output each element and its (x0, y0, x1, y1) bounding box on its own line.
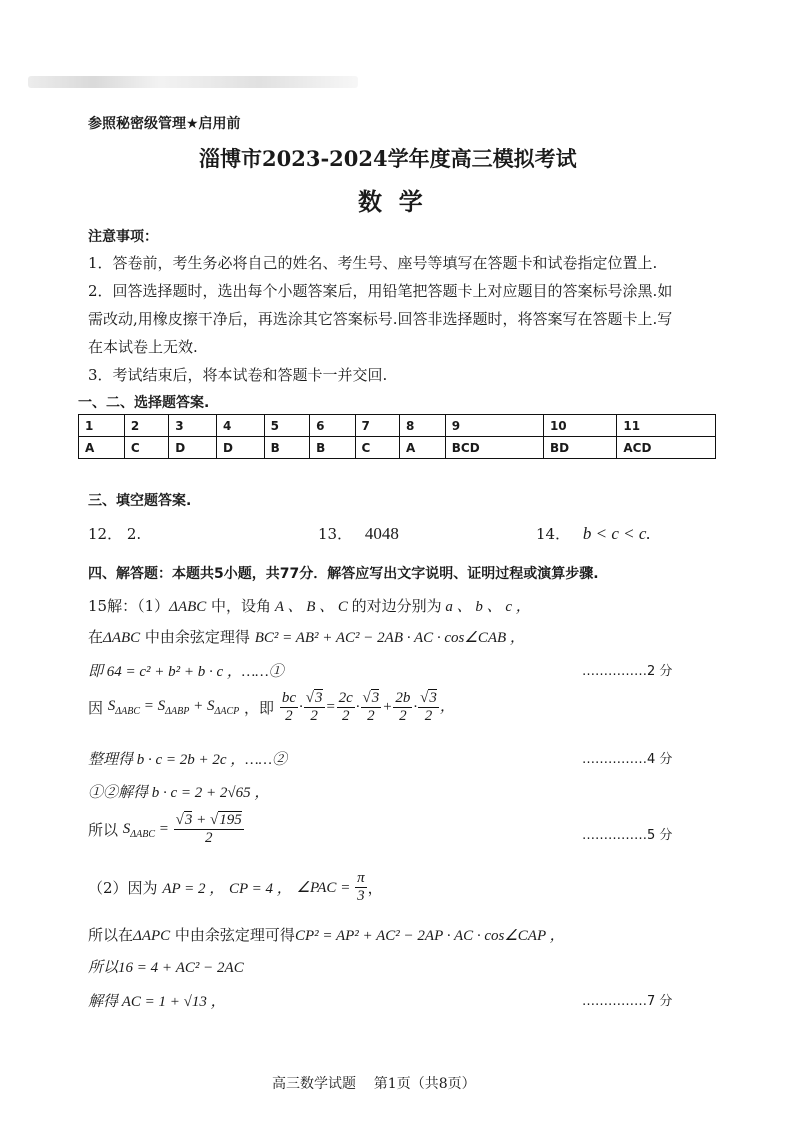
table-cell: 10 (543, 415, 616, 437)
table-cell: 7 (355, 415, 399, 437)
sol-line-1-text2: 的对边分别为 (351, 597, 442, 615)
angle-vars: A 、 B 、 C (271, 599, 352, 615)
table-cell: BD (543, 437, 616, 459)
table-cell: C (124, 437, 168, 459)
notice-heading: 注意事项： (88, 229, 158, 245)
sol-line-1 (88, 595, 531, 616)
sol-line-2-text: 中由余弦定理得 (140, 628, 255, 646)
ap-value: AP = 2 ， (162, 881, 225, 897)
sol-line-9-prefix: 所以在 (88, 926, 134, 944)
table-cell: BCD (445, 437, 543, 459)
area-equation: $S_{\Delta ABC} = S_{\Delta ABP} + S_{\Delta ACP}$ (107, 698, 240, 717)
sol-line-7-prefix: 所以 (88, 821, 123, 839)
score-4: ……………4 分 (582, 752, 673, 767)
q12-label: 12． (88, 525, 123, 543)
table-cell: 8 (399, 415, 445, 437)
area-expansion: $\frac{bc}{2}$ · $\frac{√3}{2}$ = $\frac{2c}{2}$ · $\frac{√3}{2}$ + $\frac{2b}{2}$ · $\frac{√3}{2}$ ， (281, 690, 455, 724)
table-cell: B (310, 437, 355, 459)
sol-line-11: 解得 AC = 1 + √13 ， (88, 994, 226, 1010)
table-cell: 9 (445, 415, 543, 437)
sol-line-2 (88, 626, 525, 647)
pi-symbol: π (357, 870, 365, 886)
notice-item-2c: 在本试卷上无效. (88, 338, 198, 356)
fill-blank-12 (88, 523, 141, 544)
table-cell: 4 (216, 415, 264, 437)
page-footer: 高三数学试题 第1页（共8页） (272, 1076, 476, 1092)
notice-item-2b: 需改动,用橡皮擦干净后，再选涂其它答案标号.回答非选择题时，将答案写在答题卡上.写 (88, 310, 673, 328)
table-cell: D (169, 437, 217, 459)
q14-label: 14． (536, 525, 571, 543)
table-cell: C (355, 437, 399, 459)
answer-table (78, 414, 716, 459)
sol-line-10: 所以16 = 4 + AC² − 2AC (88, 960, 244, 976)
sol-line-2-prefix: 在 (88, 628, 104, 646)
notice-item-2a: 2．回答选择题时，选出每个小题答案后，用铅笔把答题卡上对应题目的答案标号涂黑.如 (88, 282, 673, 300)
sol-line-5: 整理得 b · c = 2b + 2c ，……② (88, 752, 287, 768)
table-cell: 1 (79, 415, 125, 437)
side-vars: a 、 b 、 c ， (441, 599, 531, 615)
table-cell: 5 (264, 415, 309, 437)
q13-answer: 4048 (364, 524, 399, 543)
answer-table-answer-row (79, 437, 716, 459)
area-result: $S_{\Delta ABC}$ = $\frac{√3 + √195}{2}$ (122, 812, 242, 846)
cp-value: CP = 4 ， (229, 881, 292, 897)
sol-line-4-prefix: 因 (88, 699, 108, 717)
table-cell: A (79, 437, 125, 459)
q14-answer: b < c < c. (582, 524, 651, 543)
subject-title: 数 学 (358, 187, 423, 216)
score-2: ……………2 分 (582, 664, 673, 679)
sol-line-9 (88, 924, 565, 945)
pi-over-3 (355, 870, 367, 905)
table-cell: 3 (169, 415, 217, 437)
q12-answer: 2. (126, 525, 142, 543)
table-cell: A (399, 437, 445, 459)
triangle-abc: ΔABC (169, 599, 207, 615)
triangle-abc: ΔABC (103, 630, 141, 646)
score-7: ……………7 分 (582, 994, 673, 1009)
exam-title: 淄博市2023-2024学年度高三模拟考试 (199, 146, 577, 171)
sol-line-8-prefix: （2）因为 (88, 879, 163, 897)
notice-item-1: 1．答卷前，考生务必将自己的姓名、考生号、座号等填写在答题卡和试卷指定位置上. (88, 254, 658, 272)
table-cell: D (216, 437, 264, 459)
fill-blank-13 (318, 523, 399, 544)
q13-label: 13． (318, 525, 353, 543)
sol-line-1-text: 中，设角 (206, 597, 272, 615)
score-5: ……………5 分 (582, 828, 673, 843)
section1-heading: 一、二、选择题答案. (78, 395, 210, 411)
sol-line-6: ①②解得 b · c = 2 + 2√65 ， (88, 785, 270, 801)
table-cell: ACD (617, 437, 716, 459)
secrecy-label: 参照秘密级管理★启用前 (88, 116, 241, 132)
sol-line-8: （2）因为 AP = 2 ， CP = 4 ， ∠PAC = $\frac{\pi}{3}$ ， (88, 870, 383, 904)
denominator: 3 (357, 888, 365, 904)
triangle-apc: ΔAPC (133, 928, 171, 944)
notice-item-3: 3．考试结束后，将本试卷和答题卡一并交回. (88, 366, 388, 384)
section4-heading: 四、解答题：本题共5小题，共77分．解答应写出文字说明、证明过程或演算步骤. (88, 566, 599, 582)
sol-line-4-text: ，即 (244, 699, 275, 717)
scan-artifact (28, 76, 358, 88)
angle-pac: ∠PAC = (296, 880, 355, 896)
table-cell: 6 (310, 415, 355, 437)
sol-line-4 (88, 690, 455, 730)
sol-line-3: 即 64 = c² + b² + b · c ，……① (88, 664, 284, 680)
sol-line-9-text: 中由余弦定理可得 (170, 926, 295, 944)
fill-blank-14 (536, 523, 651, 544)
table-cell: 2 (124, 415, 168, 437)
cosine-law-formula: BC² = AB² + AC² − 2AB · AC · cos∠CAB ， (254, 630, 525, 646)
table-cell: B (264, 437, 309, 459)
cosine-law-formula-2: CP² = AP² + AC² − 2AP · AC · cos∠CAP ， (294, 928, 565, 944)
section3-heading: 三、填空题答案. (88, 493, 192, 509)
sol-line-1-prefix: 15解：（1） (88, 597, 170, 615)
sol-line-7 (88, 812, 245, 854)
table-cell: 11 (617, 415, 716, 437)
answer-table-number-row (79, 415, 716, 437)
